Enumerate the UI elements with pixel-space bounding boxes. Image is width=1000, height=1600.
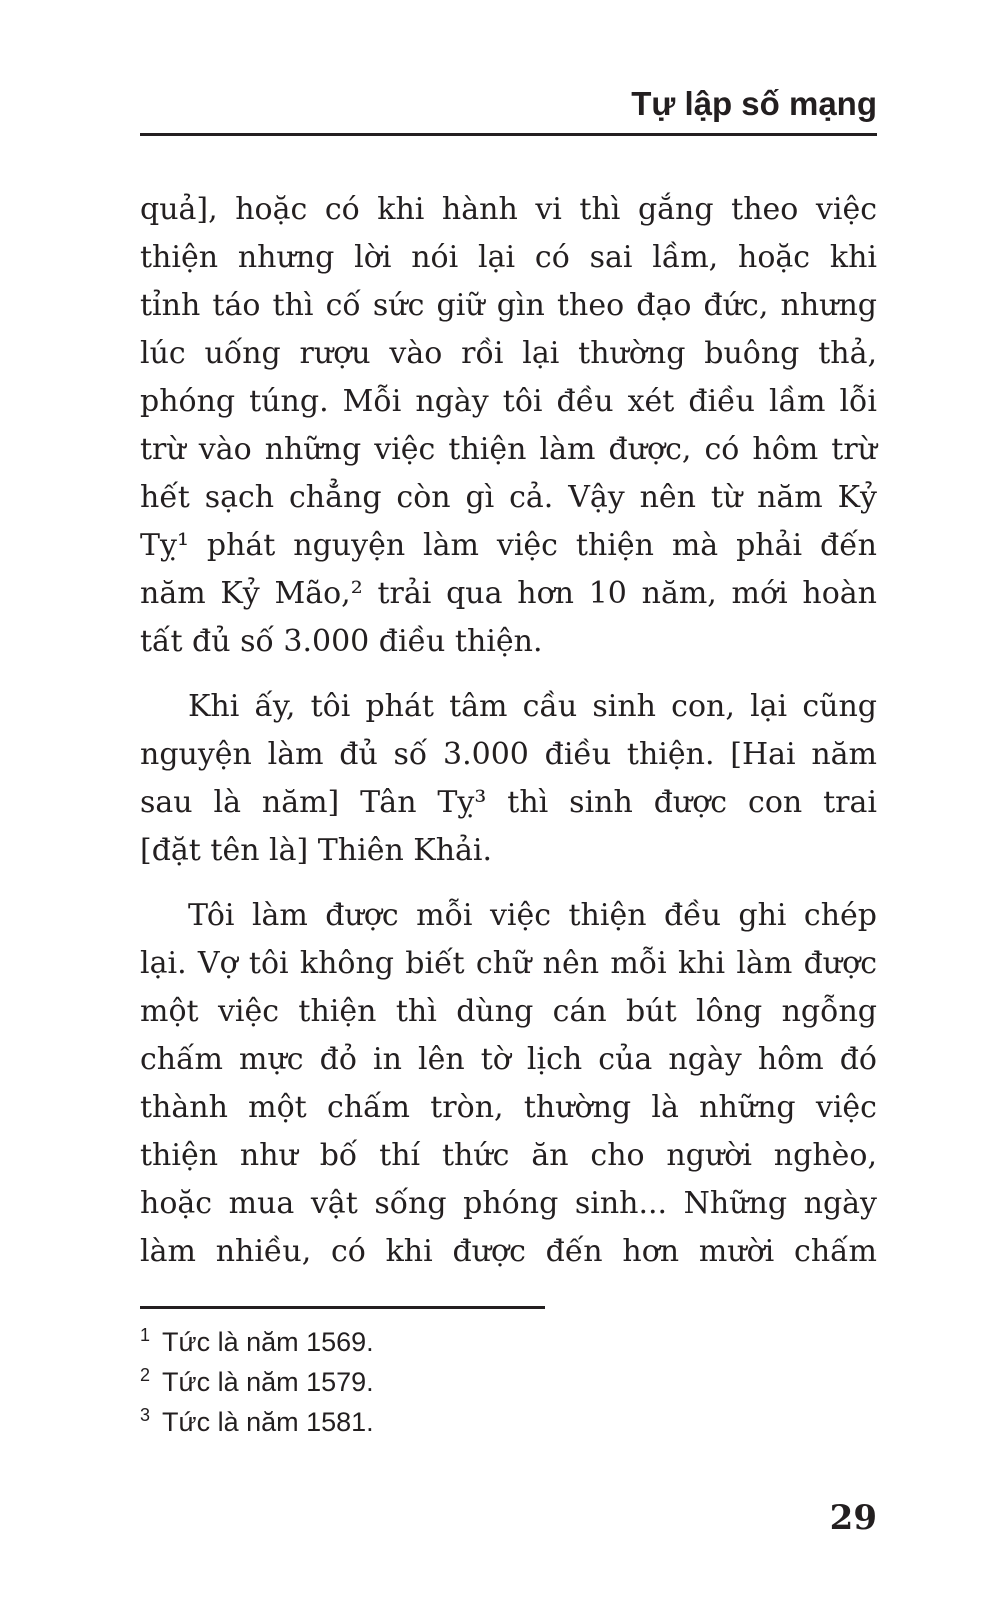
text-line: sau là năm] Tân Tỵ³ thì sinh được con trai: [140, 785, 877, 820]
paragraph: [140, 683, 877, 875]
text-line: lúc uống rượu vào rồi lại thường buông thả,: [140, 336, 877, 371]
footnote-text: Tức là năm 1579.: [162, 1367, 374, 1397]
text-line: làm nhiều, có khi được đến hơn mười chấm: [140, 1234, 877, 1269]
text-line: Tôi làm được mỗi việc thiện đều ghi chép: [188, 898, 877, 933]
text-line: thiện nhưng lời nói lại có sai lầm, hoặc khi: [140, 240, 877, 275]
text-line: [đặt tên là] Thiên Khải.: [140, 833, 493, 868]
text-line: chấm mực đỏ in lên tờ lịch của ngày hôm đó: [140, 1042, 877, 1077]
footnote-rule: [140, 1306, 545, 1309]
footnote-text: Tức là năm 1581.: [162, 1407, 374, 1437]
text-line: tỉnh táo thì cố sức giữ gìn theo đạo đức, nhưng: [140, 288, 877, 323]
page-number: 29: [829, 1498, 877, 1538]
text-line: thành một chấm tròn, thường là những việc: [140, 1090, 877, 1125]
paragraph: [140, 892, 877, 1276]
text-line: năm Kỷ Mão,² trải qua hơn 10 năm, mới hoàn: [140, 576, 877, 611]
text-line: hết sạch chẳng còn gì cả. Vậy nên từ năm Kỷ: [140, 480, 877, 515]
running-head: Tự lập số mạng: [631, 85, 877, 122]
body-text: [140, 186, 877, 1276]
text-line: Tỵ¹ phát nguyện làm việc thiện mà phải đến: [140, 528, 877, 563]
footnote-text: Tức là năm 1569.: [162, 1327, 374, 1357]
text-line: Khi ấy, tôi phát tâm cầu sinh con, lại cũng: [188, 689, 877, 724]
text-line: quả], hoặc có khi hành vi thì gắng theo việc: [140, 192, 877, 227]
paragraph: [140, 186, 877, 666]
paragraph-gap: [140, 666, 877, 683]
footnote: [140, 1402, 374, 1442]
footnote: [140, 1322, 374, 1362]
footnotes: [140, 1322, 374, 1442]
text-line: một việc thiện thì dùng cán bút lông ngỗng: [140, 994, 877, 1029]
text-line: hoặc mua vật sống phóng sinh... Những ngày: [140, 1186, 877, 1221]
text-line: nguyện làm đủ số 3.000 điều thiện. [Hai năm: [140, 737, 877, 772]
text-line: thiện như bố thí thức ăn cho người nghèo,: [140, 1138, 877, 1173]
footnote-mark: 2: [140, 1365, 151, 1385]
footnote: [140, 1362, 374, 1402]
footnote-mark: 3: [140, 1405, 151, 1425]
header-rule: [140, 133, 877, 136]
paragraph-gap: [140, 875, 877, 892]
text-line: lại. Vợ tôi không biết chữ nên mỗi khi làm được: [140, 946, 877, 981]
text-line: tất đủ số 3.000 điều thiện.: [140, 624, 543, 659]
text-line: phóng túng. Mỗi ngày tôi đều xét điều lầm lỗi: [140, 384, 877, 419]
footnote-mark: 1: [140, 1325, 151, 1345]
text-line: trừ vào những việc thiện làm được, có hôm trừ: [140, 432, 877, 467]
